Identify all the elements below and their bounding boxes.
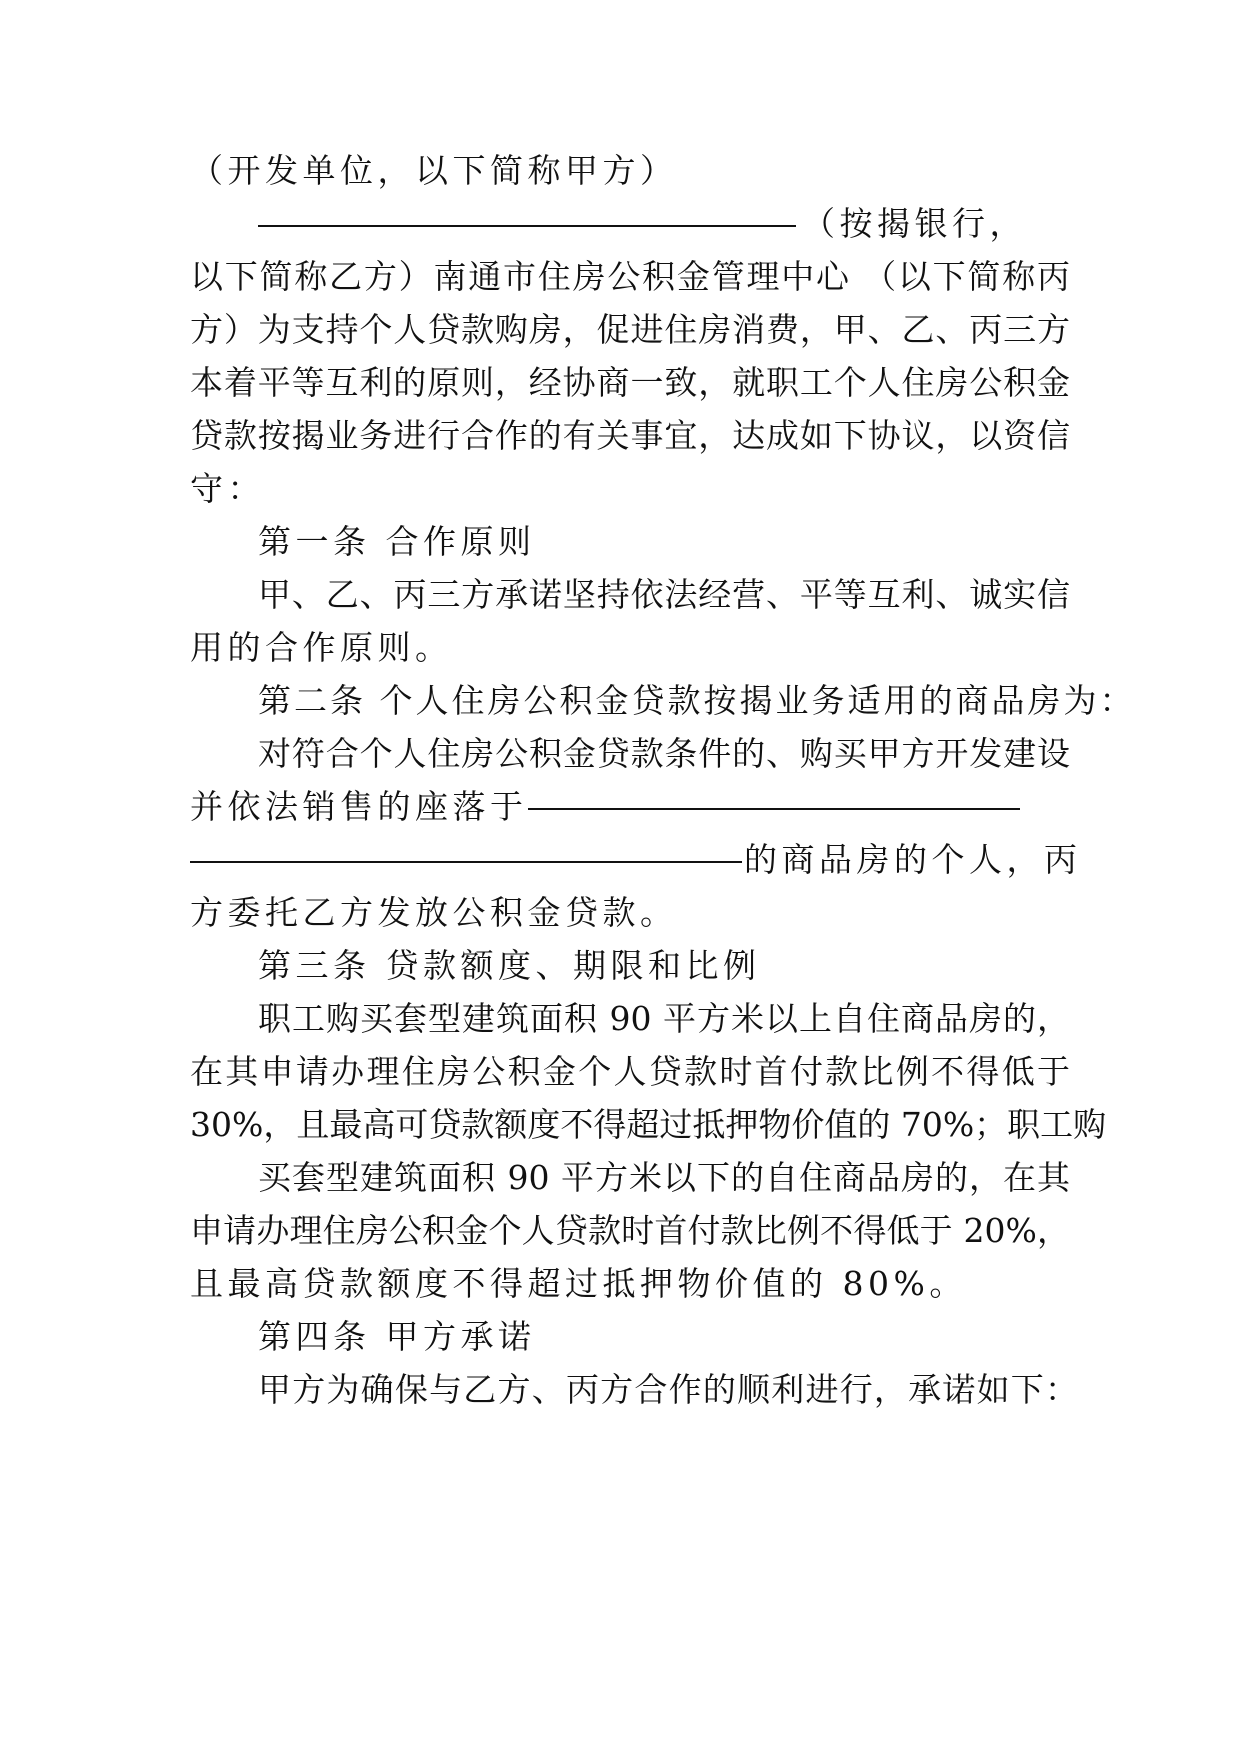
text-line: 的商品房的个人，丙 — [190, 839, 1070, 881]
blank-line — [258, 225, 796, 227]
text-line: 对符合个人住房公积金贷款条件的、购买甲方开发建设 — [258, 734, 1070, 773]
text-line: 用的合作原则。 — [190, 628, 453, 667]
section-heading: 第二条 个人住房公积金贷款按揭业务适用的商品房为： — [258, 681, 1136, 720]
text-line: （按揭银行， — [258, 203, 1070, 245]
text-line: 30%，且最高可贷款额度不得超过抵押物价值的 70%；职工购 — [190, 1105, 1107, 1144]
blank-line — [528, 808, 1020, 810]
text-line: 在其申请办理住房公积金个人贷款时首付款比例不得低于 — [190, 1052, 1070, 1091]
blank-line — [190, 861, 742, 863]
text-line: 并依法销售的座落于 — [190, 786, 1070, 828]
text-line: 职工购买套型建筑面积 90 平方米以上自住商品房的， — [258, 999, 1070, 1038]
text-line: 且最高贷款额度不得超过抵押物价值的 80%。 — [190, 1264, 967, 1303]
text-line: 守： — [190, 469, 265, 508]
section-heading: 第一条 合作原则 — [258, 522, 536, 561]
text-line: 申请办理住房公积金个人贷款时首付款比例不得低于 20%， — [190, 1211, 1070, 1250]
text-line: 甲方为确保与乙方、丙方合作的顺利进行，承诺如下： — [258, 1370, 1078, 1409]
text-line: 贷款按揭业务进行合作的有关事宜，达成如下协议，以资信 — [190, 416, 1070, 455]
text-line: 方）为支持个人贷款购房，促进住房消费，甲、乙、丙三方 — [190, 310, 1070, 349]
text-line: 本着平等互利的原则，经协商一致，就职工个人住房公积金 — [190, 363, 1070, 402]
text-line: 方委托乙方发放公积金贷款。 — [190, 893, 678, 932]
text-line: 甲、乙、丙三方承诺坚持依法经营、平等互利、诚实信 — [258, 575, 1070, 614]
section-heading: 第三条 贷款额度、期限和比例 — [258, 946, 761, 985]
text-line: 买套型建筑面积 90 平方米以下的自住商品房的，在其 — [258, 1158, 1070, 1197]
text-line: 以下简称乙方）南通市住房公积金管理中心 （以下简称丙 — [190, 257, 1070, 296]
section-heading: 第四条 甲方承诺 — [258, 1317, 536, 1356]
text-line: （开发单位，以下简称甲方） — [190, 151, 678, 190]
